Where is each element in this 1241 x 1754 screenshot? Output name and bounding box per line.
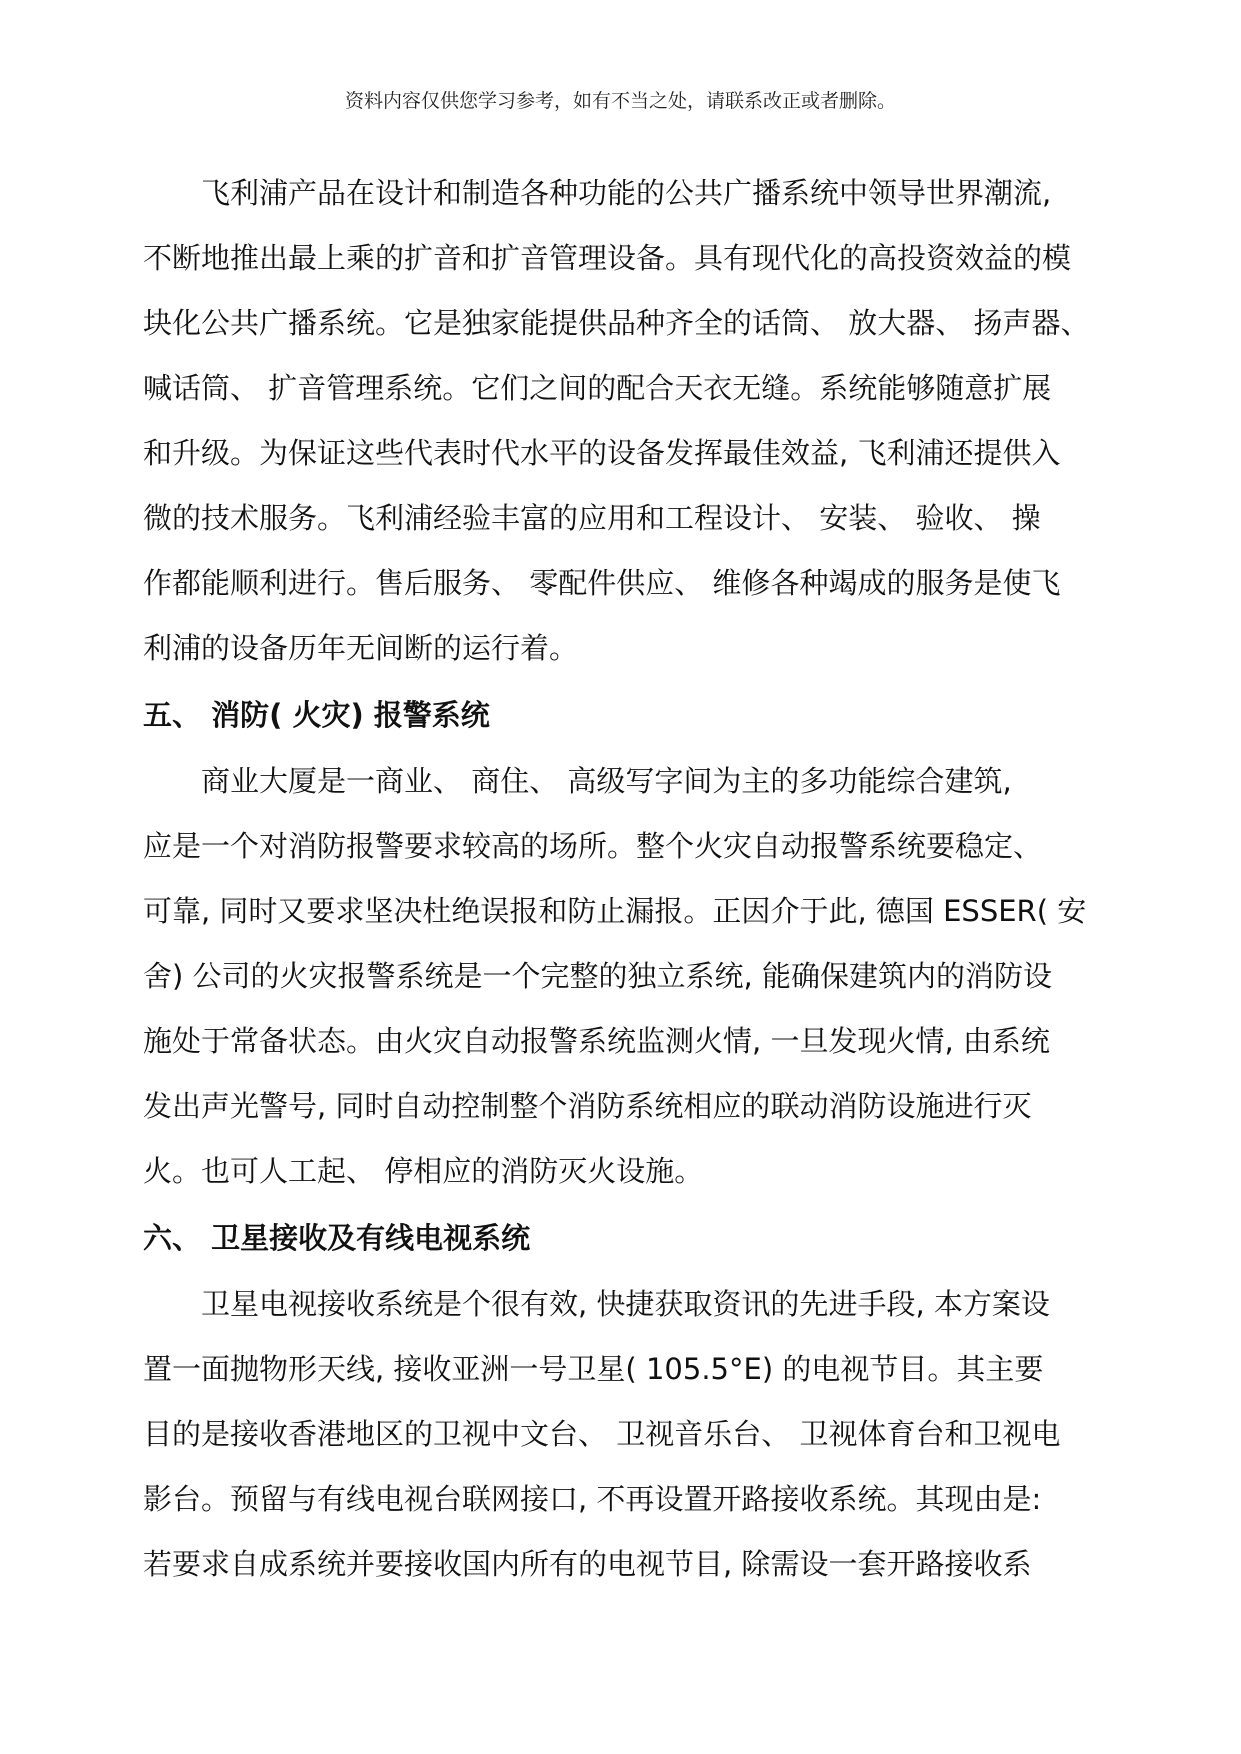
text-line: 目的是接收香港地区的卫视中文台、 卫视音乐台、 卫视体育台和卫视电 [143, 1417, 1061, 1451]
text-line: 作都能顺利进行。售后服务、 零配件供应、 维修各种竭成的服务是使飞 [143, 566, 1061, 600]
section-heading-satellite-tv: 六、 卫星接收及有线电视系统 [143, 1221, 531, 1255]
text-line: 火。也可人工起、 停相应的消防灭火设施。 [143, 1154, 704, 1188]
text-line: 利浦的设备历年无间断的运行着。 [143, 631, 579, 665]
page-header-disclaimer: 资料内容仅供您学习参考，如有不当之处，请联系改正或者删除。 [344, 90, 896, 112]
section-heading-fire-alarm: 五、 消防( 火灾) 报警系统 [143, 698, 490, 732]
paragraph-satellite-tv [143, 1272, 1115, 1597]
text-line: 施处于常备状态。由火灾自动报警系统监测火情, 一旦发现火情, 由系统 [143, 1024, 1050, 1058]
text-line: 微的技术服务。飞利浦经验丰富的应用和工程设计、 安装、 验收、 操 [143, 501, 1041, 535]
text-line: 影台。预留与有线电视台联网接口, 不再设置开路接收系统。其现由是: [143, 1482, 1042, 1516]
text-line: 应是一个对消防报警要求较高的场所。整个火灾自动报警系统要稳定、 [143, 829, 1043, 863]
text-line: 若要求自成系统并要接收国内所有的电视节目, 除需设一套开路接收系 [143, 1547, 1032, 1581]
text-line: 飞利浦产品在设计和制造各种功能的公共广播系统中领导世界潮流, [201, 176, 1052, 210]
text-line: 喊话筒、 扩音管理系统。它们之间的配合天衣无缝。系统能够随意扩展 [143, 371, 1052, 405]
paragraph-public-address [143, 161, 1115, 681]
text-line: 块化公共广播系统。它是独家能提供品种齐全的话筒、 放大器、 扬声器、 [143, 306, 1090, 340]
text-line: 置一面抛物形天线, 接收亚洲一号卫星( 105.5°E) 的电视节目。其主要 [143, 1352, 1044, 1386]
paragraph-fire-alarm [143, 749, 1115, 1204]
text-line: 舍) 公司的火灾报警系统是一个完整的独立系统, 能确保建筑内的消防设 [143, 959, 1052, 993]
text-line: 卫星电视接收系统是个很有效, 快捷获取资讯的先进手段, 本方案设 [201, 1287, 1050, 1321]
text-line: 不断地推出最上乘的扩音和扩音管理设备。具有现代化的高投资效益的模 [143, 241, 1072, 275]
text-line: 发出声光警号, 同时自动控制整个消防系统相应的联动消防设施进行灭 [143, 1089, 1032, 1123]
text-line: 商业大厦是一商业、 商住、 高级写字间为主的多功能综合建筑, [201, 764, 1012, 798]
text-line: 可靠, 同时又要求坚决杜绝误报和防止漏报。正因介于此, 德国 ESSER( 安 [143, 894, 1087, 928]
text-line: 和升级。为保证这些代表时代水平的设备发挥最佳效益, 飞利浦还提供入 [143, 436, 1061, 470]
document-body [143, 161, 1115, 1597]
